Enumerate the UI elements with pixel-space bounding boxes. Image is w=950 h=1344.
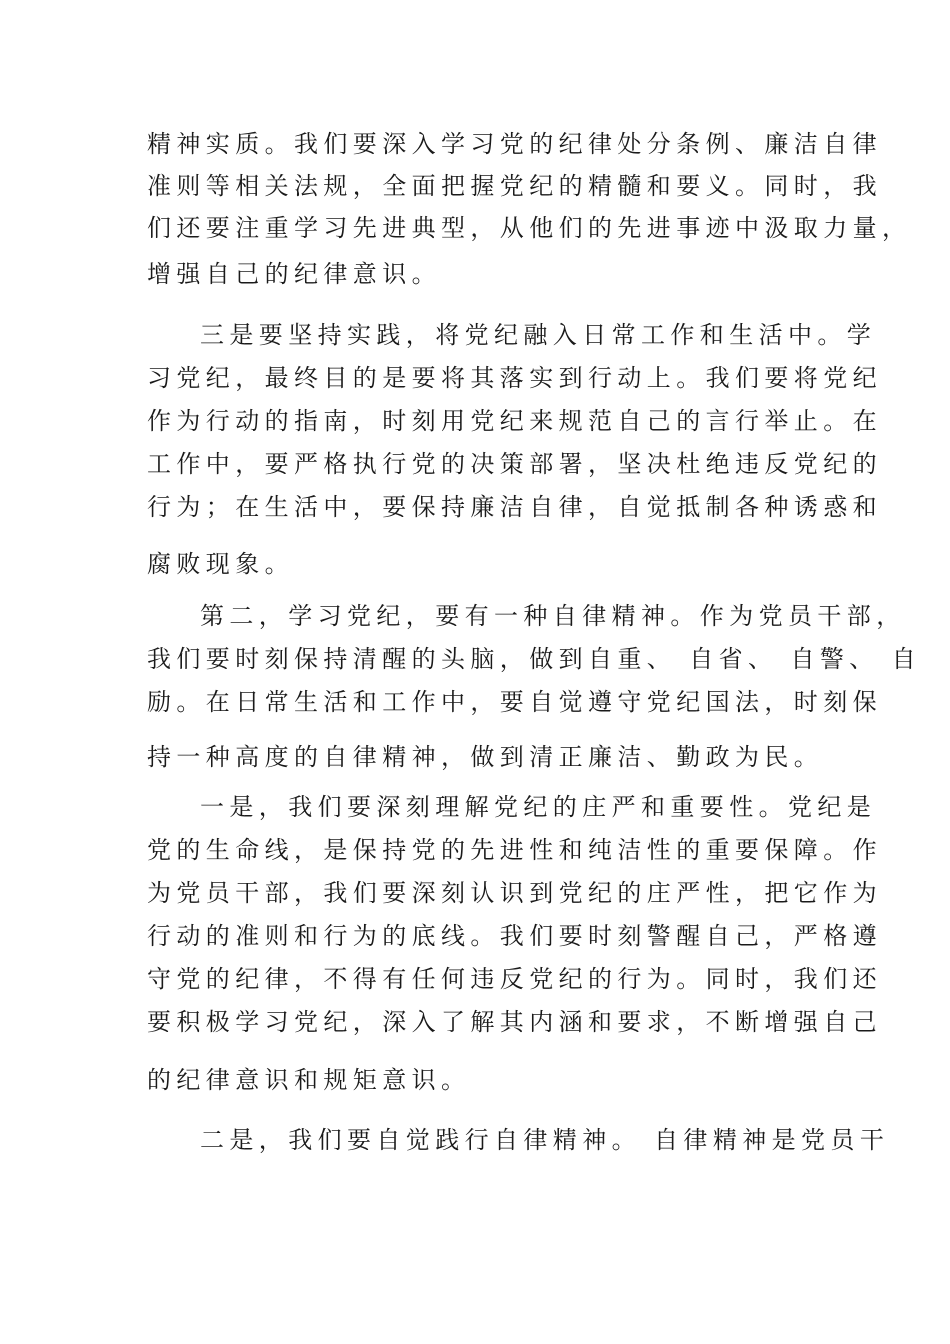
text-line: 为党员干部，我们要深刻认识到党纪的庄严性，把它作为	[147, 879, 882, 907]
text-line: 精神实质。我们要深入学习党的纪律处分条例、廉洁自律	[147, 130, 882, 158]
text-line: 行动的准则和行为的底线。我们要时刻警醒自己，严格遵	[147, 922, 882, 950]
text-line: 工作中，要严格执行党的决策部署，坚决杜绝违反党纪的	[147, 450, 882, 478]
text-line: 增强自己的纪律意识。	[147, 260, 441, 288]
text-line: 准则等相关法规，全面把握党纪的精髓和要义。同时，我	[147, 172, 882, 200]
text-line: 持一种高度的自律精神，做到清正廉洁、勤政为民。	[147, 743, 824, 771]
paragraph-first-line: 二是，我们要自觉践行自律精神。 自律精神是党员干	[200, 1126, 890, 1154]
text-line: 习党纪，最终目的是要将其落实到行动上。我们要将党纪	[147, 364, 882, 392]
text-line: 励。在日常生活和工作中，要自觉遵守党纪国法，时刻保	[147, 688, 882, 716]
paragraph-first-line: 三是要坚持实践，将党纪融入日常工作和生活中。学	[200, 321, 877, 349]
text-line: 我们要时刻保持清醒的头脑，做到自重、 自省、 自警、 自	[147, 645, 922, 673]
paragraph-first-line: 一是，我们要深刻理解党纪的庄严和重要性。党纪是	[200, 793, 877, 821]
text-line: 守党的纪律，不得有任何违反党纪的行为。同时，我们还	[147, 965, 882, 993]
text-line: 作为行动的指南，时刻用党纪来规范自己的言行举止。在	[147, 407, 882, 435]
text-line: 要积极学习党纪，深入了解其内涵和要求，不断增强自己	[147, 1008, 882, 1036]
text-line: 腐败现象。	[147, 550, 294, 578]
paragraph-first-line: 第二，学习党纪，要有一种自律精神。作为党员干部，	[200, 602, 906, 630]
text-line: 的纪律意识和规矩意识。	[147, 1066, 471, 1094]
text-line: 们还要注重学习先进典型，从他们的先进事迹中汲取力量，	[147, 214, 912, 242]
text-line: 党的生命线，是保持党的先进性和纯洁性的重要保障。作	[147, 836, 882, 864]
text-line: 行为；在生活中，要保持廉洁自律，自觉抵制各种诱惑和	[147, 493, 882, 521]
